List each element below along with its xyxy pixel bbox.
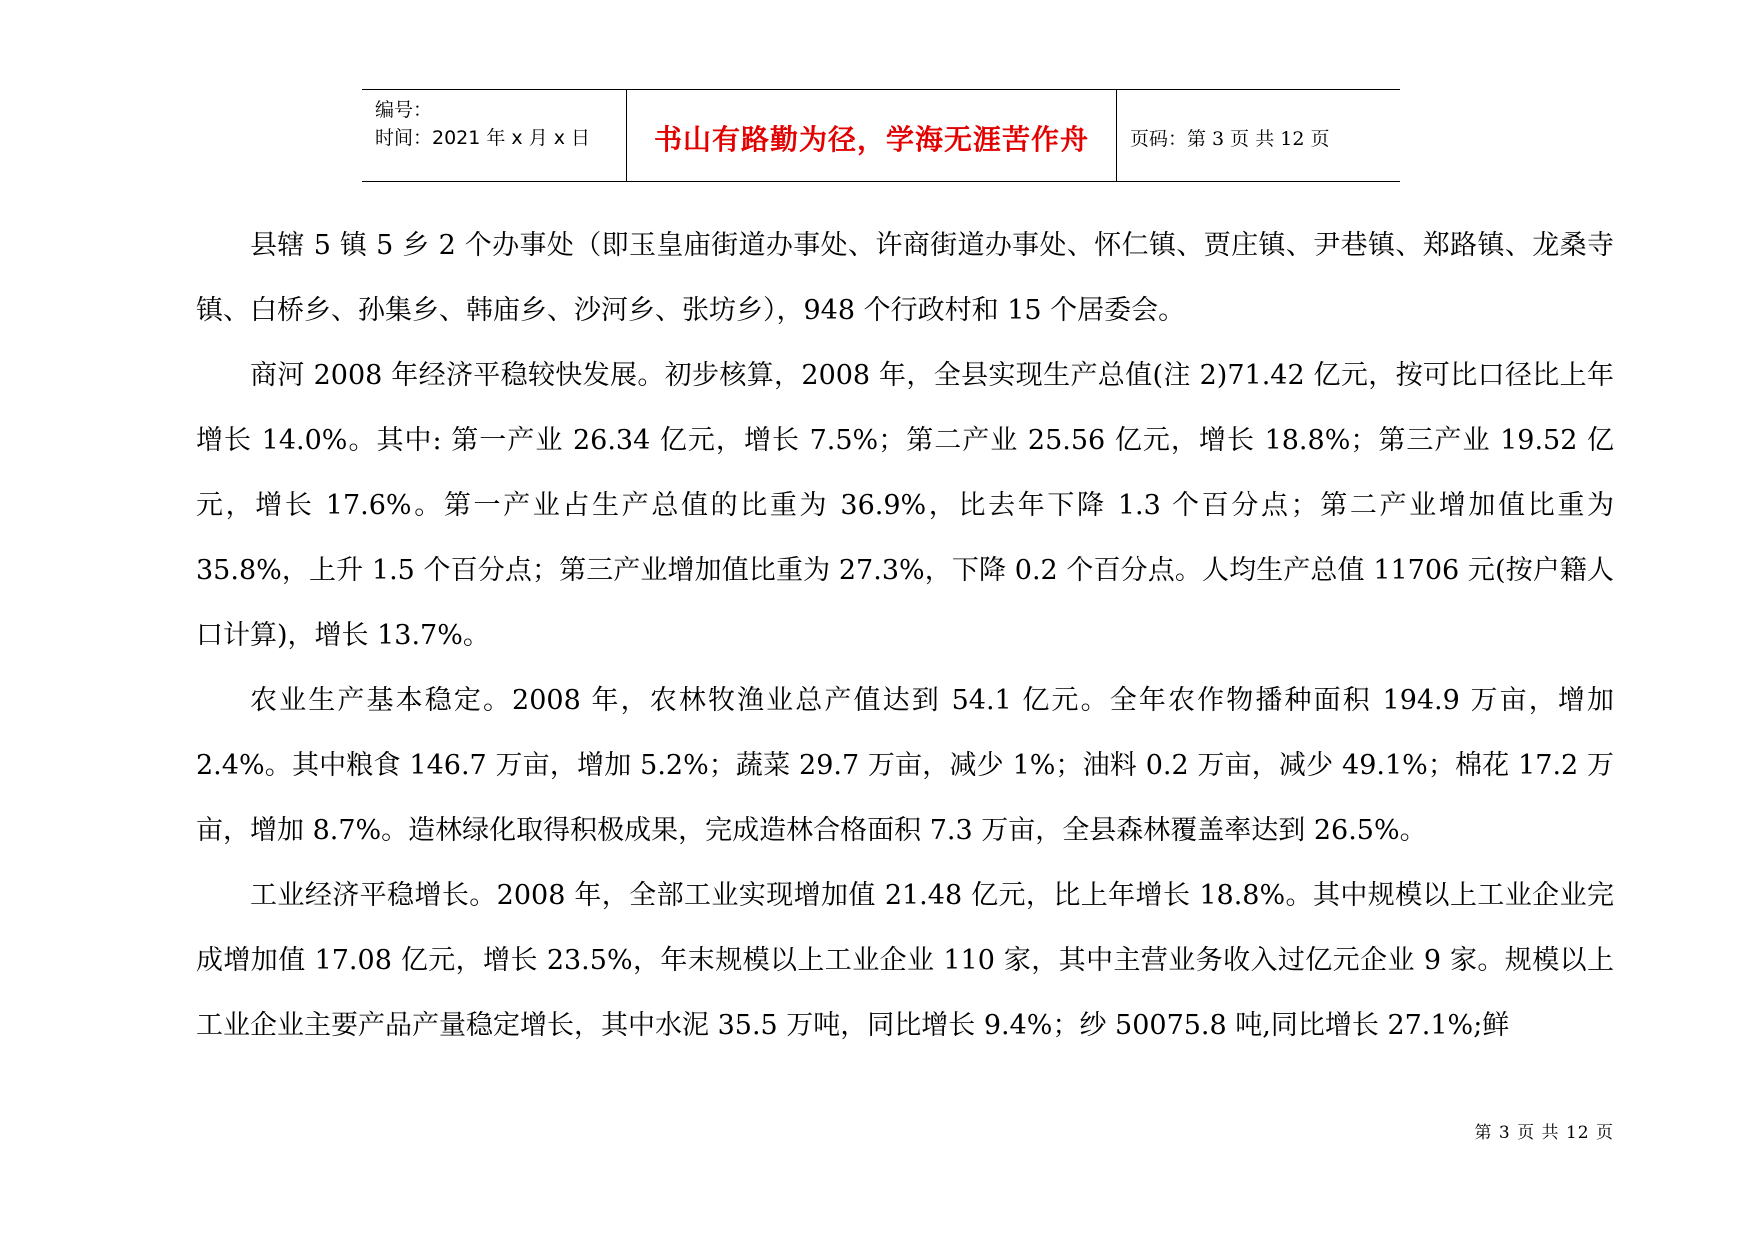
- page-header: [362, 89, 1400, 182]
- header-page-number: 页码：第 3 页 共 12 页: [1130, 128, 1330, 150]
- page-footer: 第 3 页 共 12 页: [1474, 1123, 1614, 1143]
- document-number-label: 编号：: [375, 99, 433, 121]
- document-body: [196, 213, 1614, 1058]
- paragraph-industry: 工业经济平稳增长。2008 年，全部工业实现增加值 21.48 亿元，比上年增长 18.8%。其中规模以上工业企业完成增加值 17.08 亿元，增长 23.5%，年末规模以上工业企业 110 家，其中主营业务收入过亿元企业 9 家。规模以上工业企业主要产品产量稳定增长，其中水泥 35.5 万吨，同比增长 9.4%；纱 50075.8 吨,同比增长 27.1%;鲜: [196, 880, 1614, 1041]
- document-time-label: 时间：2021 年 x 月 x 日: [375, 127, 591, 149]
- paragraph-agriculture: 农业生产基本稳定。2008 年，农林牧渔业总产值达到 54.1 亿元。全年农作物播种面积 194.9 万亩，增加 2.4%。其中粮食 146.7 万亩，增加 5.2%；蔬菜 29.7 万亩，减少 1%；油料 0.2 万亩，减少 49.1%；棉花 17.2 万亩，增加 8.7%。造林绿化取得积极成果，完成造林合格面积 7.3 万亩，全县森林覆盖率达到 26.5%。: [196, 685, 1614, 846]
- header-motto: 书山有路勤为径，学海无涯苦作舟: [627, 90, 1117, 181]
- paragraph-economy-overview: 商河 2008 年经济平稳较快发展。初步核算，2008 年，全县实现生产总值(注 2)71.42 亿元，按可比口径比上年增长 14.0%。其中: 第一产业 26.34 亿元，增长 7.5%；第二产业 25.56 亿元，增长 18.8%；第三产业 19.52 亿元，增长 17.6%。第一产业占生产总值的比重为 36.9%，比去年下降 1.3 个百分点；第二产业增加值比重为 35.8%，上升 1.5 个百分点；第三产业增加值比重为 27.3%，下降 0.2 个百分点。人均生产总值 11706 元(按户籍人口计算)，增长 13.7%。: [196, 360, 1614, 651]
- header-meta: [362, 90, 627, 181]
- paragraph-administrative-divisions: 县辖 5 镇 5 乡 2 个办事处（即玉皇庙街道办事处、许商街道办事处、怀仁镇、贾庄镇、尹巷镇、郑路镇、龙桑寺镇、白桥乡、孙集乡、韩庙乡、沙河乡、张坊乡），948 个行政村和 15 个居委会。: [196, 230, 1614, 326]
